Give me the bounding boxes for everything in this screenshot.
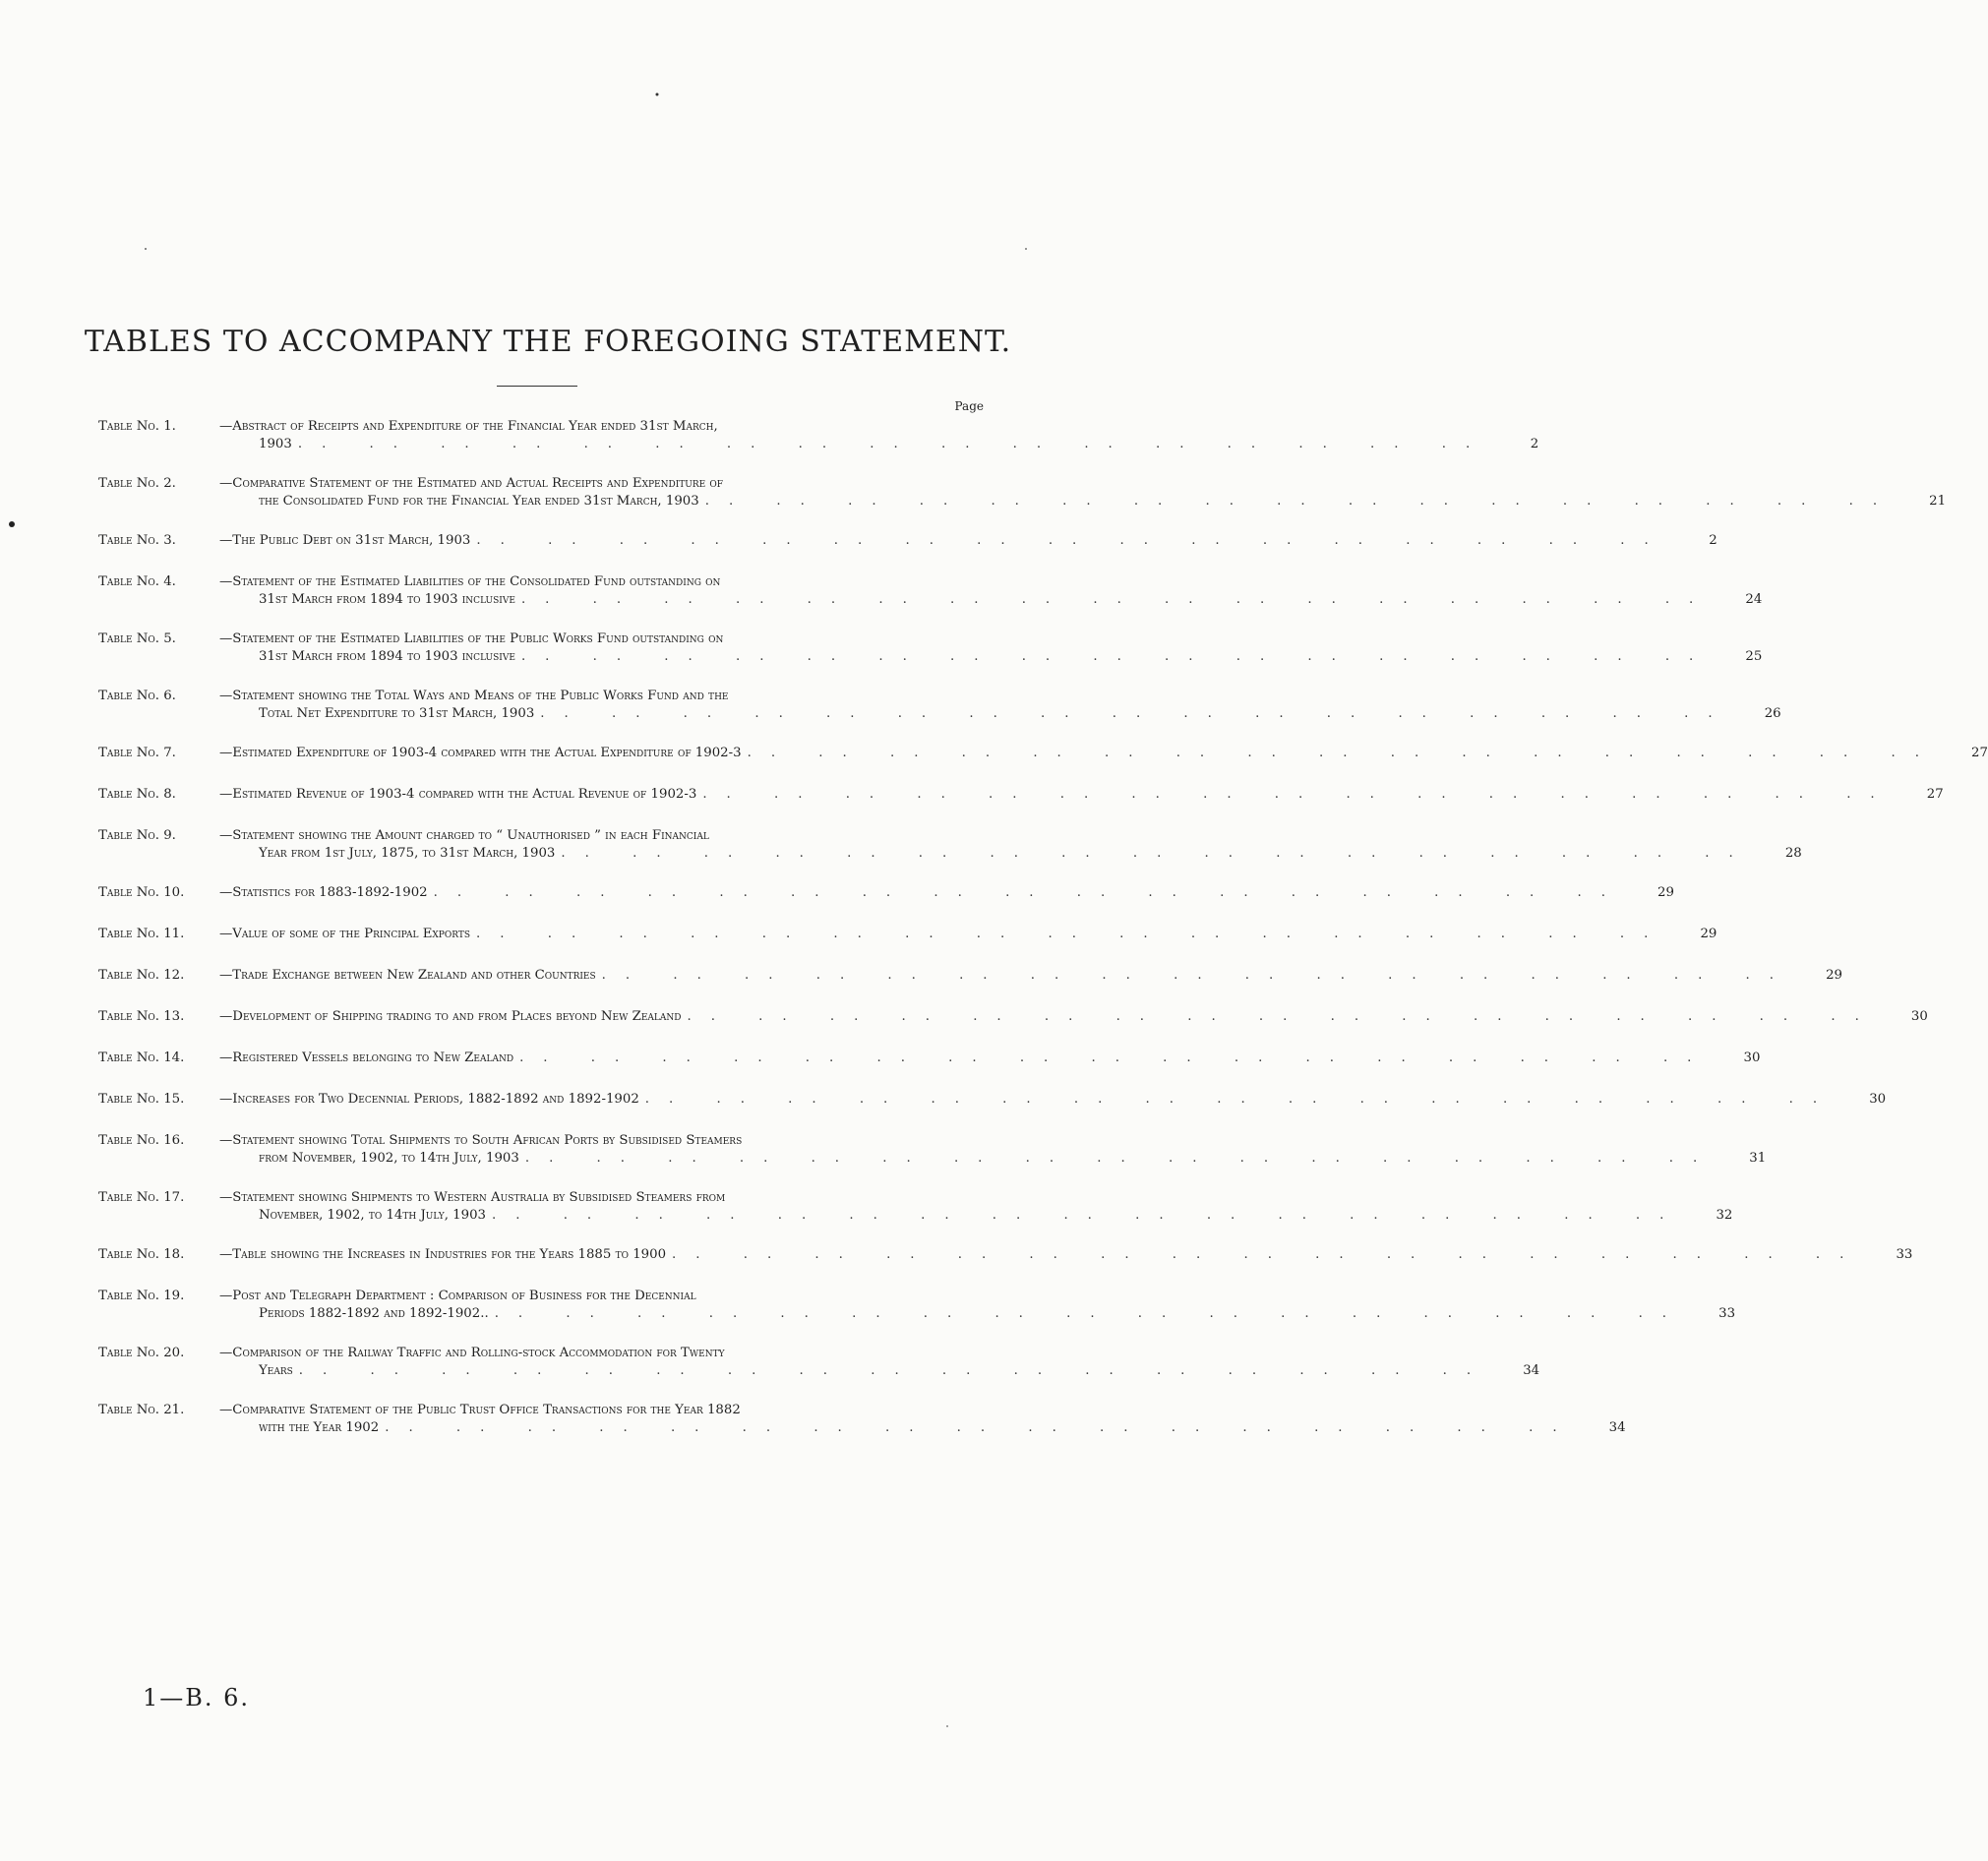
toc-entry-description: —Statement showing Total Shipments to South African Ports by Subsidised Steamers (219, 1133, 743, 1148)
toc-entry-page-number: 27 (1926, 787, 1944, 802)
toc-entry-label: Table No. 17. (98, 1190, 185, 1205)
toc-entry-body (219, 573, 1762, 609)
page-title: TABLES TO ACCOMPANY THE FOREGOING STATEMENT. (84, 325, 1012, 359)
toc-entry-description-continued: Total Net Expenditure to 31st March, 1903 (259, 706, 535, 721)
toc-entry-description: —Statement of the Estimated Liabilities of the Consolidated Fund outstanding on (219, 574, 721, 589)
toc-entry (98, 884, 1674, 902)
toc-entry (98, 1008, 1928, 1026)
toc-entry-label: Table No. 18. (98, 1247, 185, 1262)
toc-entry-body (219, 1132, 1766, 1168)
toc-entry (98, 1345, 1540, 1380)
toc-entry-page-number: 24 (1745, 592, 1763, 607)
toc-entry-page-number: 29 (1657, 885, 1674, 900)
toc-entry (98, 967, 1843, 985)
toc-entry-label: Table No. 3. (98, 533, 176, 548)
toc-entry-body (219, 745, 1988, 762)
toc-entry-description: —Estimated Revenue of 1903-4 compared with the Actual Revenue of 1902-3 (219, 787, 697, 802)
dot-leaders: .. .. .. .. .. .. .. .. .. .. .. .. .. .. .. .. .. (433, 885, 1625, 900)
dot-leaders: .. .. .. .. .. .. .. .. .. .. .. .. .. .. .. .. .. (476, 927, 1668, 941)
title-rule (497, 386, 577, 387)
dot-leaders: .. .. .. .. .. .. .. .. .. .. .. .. .. .. .. .. .. (687, 1009, 1879, 1024)
toc-entry-label: Table No. 11. (98, 927, 185, 941)
toc-entry-label: Table No. 19. (98, 1289, 185, 1303)
toc-entry-label: Table No. 6. (98, 689, 176, 703)
dot-leaders: .. .. .. .. .. .. .. .. .. .. .. .. .. .. .. .. .. (519, 1051, 1712, 1065)
dot-leaders: .. .. .. .. .. .. .. .. .. .. .. .. .. .. .. .. .. (297, 437, 1490, 451)
toc-entry-page-number: 2 (1709, 533, 1717, 548)
toc-entry-description-continued: November, 1902, to 14th July, 1903 (259, 1208, 487, 1223)
toc-entry-description: —Statement showing the Total Ways and Means of the Public Works Fund and the (219, 689, 729, 703)
toc-entry-description: —Statement showing the Amount charged to “ Unauthorised ” in each Financial (219, 828, 709, 843)
toc-entry-description: —Table showing the Increases in Industries for the Years 1885 to 1900 (219, 1247, 667, 1262)
toc-entry (98, 827, 1802, 863)
dot-leaders: .. .. .. .. .. .. .. .. .. .. .. .. .. .. .. .. .. (494, 1306, 1687, 1321)
dot-leaders: .. .. .. .. .. .. .. .. .. .. .. .. .. .. .. .. .. (520, 592, 1714, 607)
toc-entry-body (219, 786, 1944, 804)
toc-entry-description: —Abstract of Receipts and Expenditure of the Financial Year ended 31st March, (219, 419, 718, 434)
toc-entry-page-number: 30 (1910, 1009, 1928, 1024)
page-footer-reference: 1—B. 6. (143, 1684, 251, 1711)
toc-entry (98, 630, 1763, 666)
toc-entry-label: Table No. 5. (98, 631, 176, 646)
toc-entry-body (219, 1288, 1735, 1323)
dot-leaders: .. .. .. .. .. .. .. .. .. .. .. .. .. .. .. .. .. (644, 1092, 1837, 1107)
toc-entry-description: —Trade Exchange between New Zealand and other Countries (219, 968, 596, 983)
dot-leaders: .. .. .. .. .. .. .. .. .. .. .. .. .. .. .. .. .. (601, 968, 1794, 983)
toc-entry-body (219, 630, 1762, 666)
toc-entry-description-continued: the Consolidated Fund for the Financial Year ended 31st March, 1903 (259, 494, 699, 509)
toc-entry-page-number: 31 (1749, 1151, 1767, 1166)
toc-entry-description: —Comparative Statement of the Public Trust Office Transactions for the Year 1882 (219, 1403, 741, 1417)
toc-entry-page-number: 27 (1971, 746, 1988, 760)
toc-entry-body (219, 1246, 1912, 1264)
toc-entry-description-continued: from November, 1902, to 14th July, 1903 (259, 1151, 519, 1166)
toc-entry (98, 1246, 1913, 1264)
toc-entry-description: —Comparison of the Railway Traffic and Rolling-stock Accommodation for Twenty (219, 1346, 725, 1360)
toc-entry-description-continued: 31st March from 1894 to 1903 inclusive (259, 592, 515, 607)
toc-entry-description: —Post and Telegraph Department : Comparison of Business for the Decennial (219, 1289, 696, 1303)
dot-leaders: .. .. .. .. .. .. .. .. .. .. .. .. .. .. .. .. .. (520, 649, 1714, 664)
dot-leaders: .. .. .. .. .. .. .. .. .. .. .. .. .. .. .. .. .. (561, 846, 1753, 861)
toc-entry (98, 688, 1781, 723)
toc-entry (98, 418, 1539, 453)
toc-entry-label: Table No. 7. (98, 746, 176, 760)
toc-entry-page-number: 33 (1896, 1247, 1913, 1262)
toc-entry-description: —Increases for Two Decennial Periods, 1882-1892 and 1892-1902 (219, 1092, 639, 1107)
toc-entry-page-number: 28 (1784, 846, 1802, 861)
toc-entry-label: Table No. 8. (98, 787, 176, 802)
page-column-header: Page (954, 399, 984, 413)
toc-entry-page-number: 30 (1869, 1092, 1887, 1107)
toc-entry-page-number: 29 (1826, 968, 1843, 983)
toc-entry-description-continued: with the Year 1902 (259, 1420, 380, 1435)
table-of-contents (98, 418, 1988, 1459)
toc-entry-description: —The Public Debt on 31st March, 1903 (219, 533, 471, 548)
toc-entry-description: —Value of some of the Principal Exports (219, 927, 471, 941)
toc-entry-description: —Estimated Expenditure of 1903-4 compared with the Actual Expenditure of 1902-3 (219, 746, 742, 760)
toc-entry-label: Table No. 12. (98, 968, 185, 983)
toc-entry (98, 786, 1944, 804)
dot-leaders: .. .. .. .. .. .. .. .. .. .. .. .. .. .. .. .. .. (524, 1151, 1717, 1166)
toc-entry-label: Table No. 2. (98, 476, 176, 491)
toc-entry-description: —Statistics for 1883-1892-1902 (219, 885, 428, 900)
dot-leaders: .. .. .. .. .. .. .. .. .. .. .. .. .. .. .. .. .. (704, 494, 1898, 509)
toc-entry-description: —Registered Vessels belonging to New Zealand (219, 1051, 514, 1065)
toc-entry-body (219, 827, 1802, 863)
toc-entry-description: —Statement of the Estimated Liabilities of the Public Works Fund outstanding on (219, 631, 724, 646)
toc-entry-body (219, 1345, 1539, 1380)
toc-entry (98, 745, 1988, 762)
toc-entry-description: —Comparative Statement of the Estimated and Actual Receipts and Expenditure of (219, 476, 724, 491)
toc-entry-label: Table No. 9. (98, 828, 176, 843)
toc-entry-body (219, 1091, 1886, 1109)
toc-entry-label: Table No. 4. (98, 574, 176, 589)
toc-entry-label: Table No. 21. (98, 1403, 185, 1417)
toc-entry-description-continued: 1903 (259, 437, 292, 451)
toc-entry-label: Table No. 13. (98, 1009, 185, 1024)
toc-entry-body (219, 884, 1674, 902)
toc-entry-page-number: 2 (1530, 437, 1539, 451)
toc-entry-label: Table No. 16. (98, 1133, 185, 1148)
toc-entry (98, 926, 1717, 943)
toc-entry-page-number: 34 (1523, 1363, 1540, 1378)
dot-leaders: .. .. .. .. .. .. .. .. .. .. .. .. .. .. .. .. .. (298, 1363, 1491, 1378)
toc-entry (98, 1132, 1767, 1168)
dot-leaders: .. .. .. .. .. .. .. .. .. .. .. .. .. .. .. .. .. (385, 1420, 1577, 1435)
toc-entry-page-number: 26 (1764, 706, 1781, 721)
toc-entry (98, 573, 1763, 609)
toc-entry-label: Table No. 20. (98, 1346, 185, 1360)
toc-entry-label: Table No. 1. (98, 419, 176, 434)
toc-entry (98, 1288, 1736, 1323)
toc-entry (98, 532, 1717, 550)
toc-entry-label: Table No. 15. (98, 1092, 185, 1107)
toc-entry-body (219, 418, 1538, 453)
dot-leaders: .. .. .. .. .. .. .. .. .. .. .. .. .. .. .. .. .. (702, 787, 1895, 802)
toc-entry-body (219, 1189, 1732, 1225)
toc-entry-description-continued: Periods 1882-1892 and 1892-1902.. (259, 1306, 489, 1321)
toc-entry-page-number: 29 (1700, 927, 1717, 941)
toc-entry-body (219, 967, 1842, 985)
toc-entry-description-continued: 31st March from 1894 to 1903 inclusive (259, 649, 515, 664)
toc-entry-page-number: 21 (1929, 494, 1947, 509)
toc-entry (98, 1091, 1887, 1109)
toc-entry-body (219, 1402, 1626, 1437)
toc-entry-page-number: 30 (1743, 1051, 1761, 1065)
toc-entry-label: Table No. 14. (98, 1051, 185, 1065)
dot-leaders: .. .. .. .. .. .. .. .. .. .. .. .. .. .. .. .. .. (540, 706, 1732, 721)
dot-leaders: .. .. .. .. .. .. .. .. .. .. .. .. .. .. .. .. .. (492, 1208, 1684, 1223)
toc-entry-body (219, 532, 1717, 550)
toc-entry (98, 1050, 1761, 1067)
toc-entry (98, 475, 1947, 510)
toc-entry-description: —Statement showing Shipments to Western Australia by Subsidised Steamers from (219, 1190, 726, 1205)
toc-entry-page-number: 34 (1608, 1420, 1626, 1435)
toc-entry-description-continued: Year from 1st July, 1875, to 31st March, 1903 (259, 846, 556, 861)
toc-entry-page-number: 32 (1716, 1208, 1733, 1223)
toc-entry-page-number: 25 (1745, 649, 1763, 664)
dot-leaders: .. .. .. .. .. .. .. .. .. .. .. .. .. .. .. .. .. (476, 533, 1668, 548)
toc-entry-page-number: 33 (1718, 1306, 1736, 1321)
toc-entry-description: —Development of Shipping trading to and from Places beyond New Zealand (219, 1009, 682, 1024)
toc-entry (98, 1189, 1733, 1225)
toc-entry-description-continued: Years (259, 1363, 293, 1378)
dot-leaders: .. .. .. .. .. .. .. .. .. .. .. .. .. .. .. .. .. (747, 746, 1939, 760)
dot-leaders: .. .. .. .. .. .. .. .. .. .. .. .. .. .. .. .. .. (672, 1247, 1864, 1262)
toc-entry-label: Table No. 10. (98, 885, 185, 900)
toc-entry-body (219, 1008, 1928, 1026)
toc-entry (98, 1402, 1626, 1437)
toc-entry-body (219, 926, 1717, 943)
toc-entry-body (219, 475, 1946, 510)
toc-entry-body (219, 688, 1781, 723)
toc-entry-body (219, 1050, 1760, 1067)
